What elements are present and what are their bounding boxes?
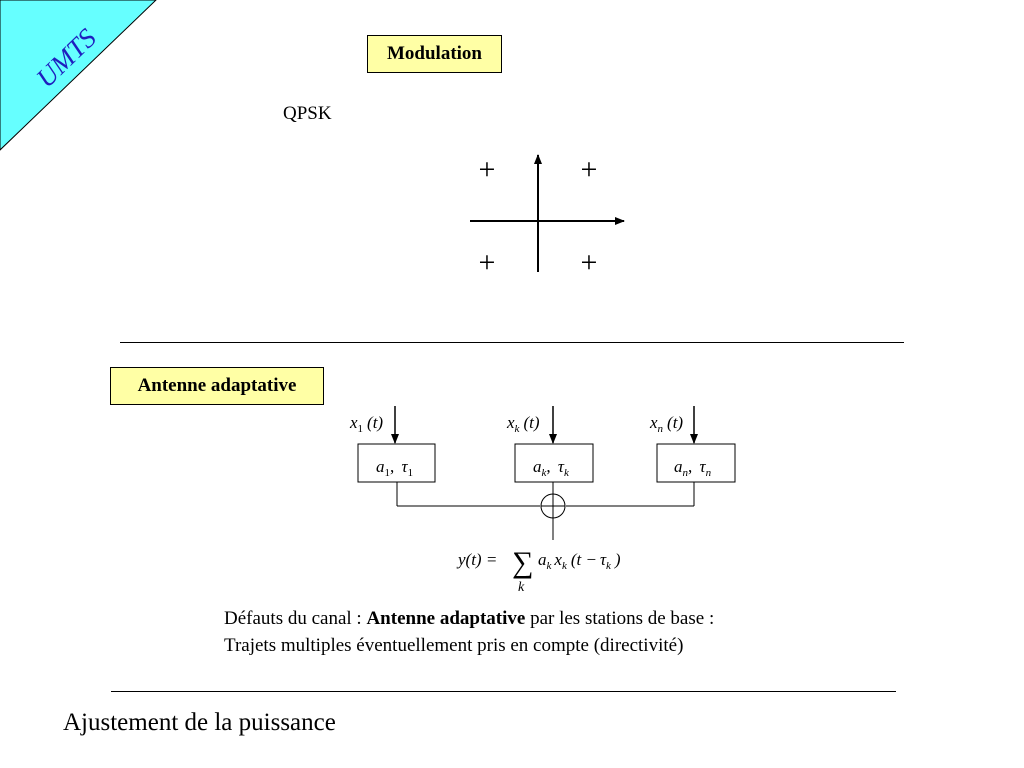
description-emphasis: Antenne adaptative (366, 608, 526, 629)
sum-symbol: ∑ (512, 546, 534, 579)
description-line-2: Trajets multiples éventuellement pris en compte (directivité) (224, 635, 684, 656)
formula-lhs: y(t) = (458, 550, 498, 569)
weight-delay-label: $a_1$, $\tau_1$ (376, 457, 414, 479)
weight-delay-label: $a_k$, $\tau_k$ (533, 457, 569, 479)
output-formula (456, 546, 621, 595)
input-signal-label: $x_k$ (t) (507, 413, 540, 435)
input-signal-label: $x_n$ (t) (650, 413, 684, 435)
umts-label: UMTS (30, 22, 102, 94)
constellation-point: + (478, 245, 496, 279)
antenna-title-text: Antenne adaptative (137, 375, 297, 396)
branch-n (649, 406, 735, 506)
antenna-title (110, 367, 324, 405)
branch-1 (349, 406, 435, 506)
sum-index: k (518, 580, 525, 595)
formula-rhs: $a_k$ $x_k$ ($t - \tau_k$ ) (538, 550, 621, 572)
weight-delay-label: $a_n$, $\tau_n$ (674, 457, 712, 479)
power-adjustment-heading: Ajustement de la puissance (63, 709, 336, 736)
section-divider (120, 342, 904, 343)
channel-description (224, 605, 714, 659)
modulation-title-text: Modulation (386, 43, 483, 64)
qpsk-label: QPSK (283, 103, 332, 124)
summing-node (541, 494, 565, 518)
constellation-point: + (478, 152, 496, 186)
input-signal-label: $x_1$ (t) (350, 413, 384, 435)
qpsk-constellation (470, 153, 624, 279)
branch-k (506, 406, 593, 494)
description-line-1: Défauts du canal : Antenne adaptative par les stations de base : (224, 608, 715, 629)
constellation-point: + (580, 152, 598, 186)
constellation-point: + (580, 245, 598, 279)
section-divider (111, 691, 896, 692)
antenna-array-diagram (349, 406, 735, 595)
